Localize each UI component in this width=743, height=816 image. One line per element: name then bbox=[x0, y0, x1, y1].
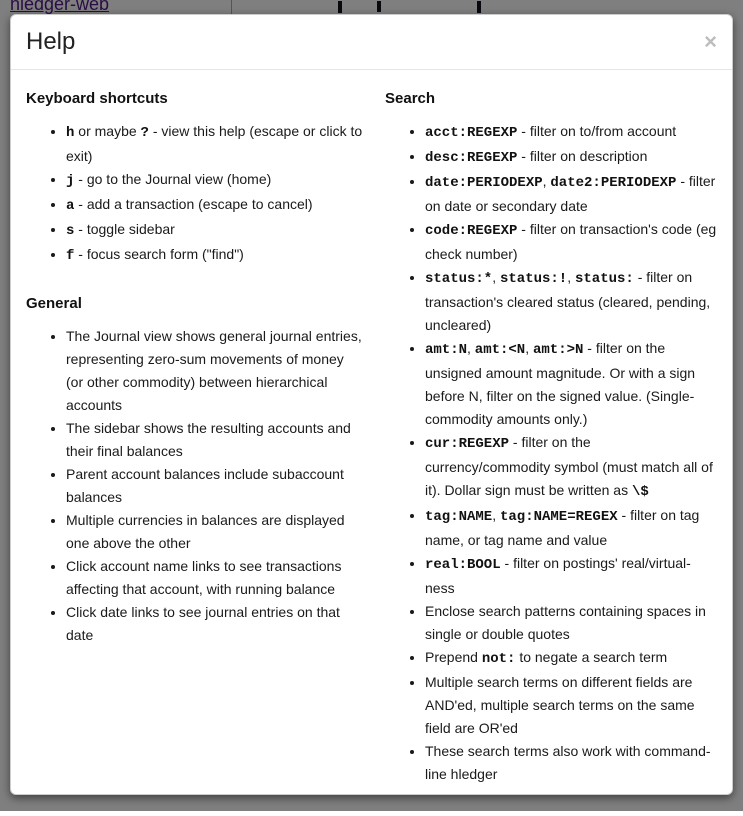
item-text: , bbox=[567, 269, 575, 285]
list-item bbox=[66, 417, 363, 463]
list-item bbox=[425, 552, 717, 600]
item-text: Parent account balances include subaccount balances bbox=[66, 466, 344, 505]
code-term: tag:NAME=REGEX bbox=[500, 509, 618, 525]
help-column bbox=[385, 90, 717, 796]
item-text: - add a transaction (escape to cancel) bbox=[74, 196, 313, 212]
item-text: , bbox=[492, 507, 500, 523]
code-term: f bbox=[66, 248, 75, 264]
item-text: - go to the Journal view (home) bbox=[74, 171, 272, 187]
list-item bbox=[66, 168, 363, 193]
item-text: , bbox=[492, 269, 500, 285]
list-item bbox=[66, 193, 363, 218]
code-term: \$ bbox=[631, 484, 649, 500]
section-list bbox=[26, 325, 363, 647]
code-term: status: bbox=[575, 271, 634, 287]
code-term: status:* bbox=[425, 271, 493, 287]
code-term: amt:N bbox=[425, 342, 468, 358]
list-item bbox=[425, 120, 717, 145]
item-text: - filter on date or secondary date bbox=[425, 173, 716, 214]
item-text: Click account name links to see transactions affecting that account, with running balance bbox=[66, 558, 342, 597]
list-item bbox=[66, 218, 363, 243]
item-text: The Journal view shows general journal entries, representing zero-sum movements of money (or other commodity) between hierarchical accounts bbox=[66, 328, 362, 413]
list-item bbox=[66, 325, 363, 417]
code-term: tag:NAME bbox=[425, 509, 493, 525]
section-list bbox=[26, 120, 363, 268]
item-text: - filter on description bbox=[517, 148, 648, 164]
code-term: real:BOOL bbox=[425, 557, 501, 573]
code-term: a bbox=[66, 198, 75, 214]
list-item bbox=[66, 555, 363, 601]
help-column bbox=[26, 90, 385, 796]
section-heading: Search bbox=[385, 90, 436, 107]
code-term: code:REGEXP bbox=[425, 223, 518, 239]
list-item bbox=[425, 218, 717, 266]
item-text: , bbox=[525, 340, 533, 356]
list-item bbox=[66, 509, 363, 555]
list-item bbox=[425, 671, 717, 740]
item-text: - view this help (escape or click to exit) bbox=[66, 123, 363, 164]
list-item bbox=[66, 601, 363, 647]
code-term: status:! bbox=[500, 271, 568, 287]
list-item bbox=[425, 646, 717, 671]
item-text: - filter on the currency/commodity symbol (must match all of it). Dollar sign must be written as bbox=[425, 434, 713, 498]
close-icon[interactable]: × bbox=[704, 29, 717, 54]
section-list bbox=[385, 120, 717, 786]
code-term: not: bbox=[481, 651, 516, 667]
item-text: - toggle sidebar bbox=[74, 221, 175, 237]
modal-header bbox=[11, 15, 732, 70]
item-text: , bbox=[467, 340, 475, 356]
item-text: Enclose search patterns containing spaces in single or double quotes bbox=[425, 603, 706, 642]
code-term: amt:>N bbox=[533, 342, 584, 358]
section-heading: General bbox=[26, 295, 82, 312]
code-term: amt:<N bbox=[474, 342, 526, 358]
code-term: acct:REGEXP bbox=[425, 125, 518, 141]
list-item bbox=[66, 463, 363, 509]
code-term: s bbox=[66, 223, 75, 239]
list-item bbox=[425, 600, 717, 646]
item-text: - filter on postings' real/virtual-ness bbox=[425, 555, 691, 596]
item-text: These search terms also work with command-line hledger bbox=[425, 743, 711, 782]
list-item bbox=[425, 170, 717, 218]
item-text: - filter on transaction's cleared status (cleared, pending, uncleared) bbox=[425, 269, 711, 333]
code-term: j bbox=[66, 173, 75, 189]
item-text: Multiple search terms on different fields are AND'ed, multiple search terms on the same field are OR'ed bbox=[425, 674, 695, 736]
item-text: Click date links to see journal entries on that date bbox=[66, 604, 340, 643]
list-item bbox=[66, 243, 363, 268]
item-text: Multiple currencies in balances are displayed one above the other bbox=[66, 512, 345, 551]
item-text: - filter on transaction's code (eg check number) bbox=[425, 221, 717, 262]
section-heading: Keyboard shortcuts bbox=[26, 90, 168, 107]
item-text: , bbox=[542, 173, 551, 189]
help-columns bbox=[11, 70, 732, 816]
code-term: h bbox=[66, 125, 75, 141]
item-text: Prepend bbox=[425, 649, 482, 665]
code-term: date:PERIODEXP bbox=[425, 175, 543, 191]
list-item bbox=[425, 145, 717, 170]
list-item bbox=[66, 120, 363, 168]
code-term: cur:REGEXP bbox=[425, 436, 510, 452]
item-text: - focus search form ("find") bbox=[74, 246, 244, 262]
item-text: to negate a search term bbox=[515, 649, 668, 665]
list-item bbox=[425, 431, 717, 504]
modal-title: Help bbox=[26, 28, 76, 55]
item-text: - filter on tag name, or tag name and value bbox=[425, 507, 700, 548]
item-text: - filter on to/from account bbox=[517, 123, 677, 139]
item-text: or maybe bbox=[74, 123, 141, 139]
code-term: date2:PERIODEXP bbox=[550, 175, 677, 191]
list-item bbox=[425, 740, 717, 786]
item-text: - filter on the unsigned amount magnitude. Or with a sign before N, filter on the signed value. (Single-commodity amounts only.) bbox=[425, 340, 696, 427]
code-term: desc:REGEXP bbox=[425, 150, 518, 166]
list-item bbox=[425, 337, 717, 431]
code-term: ? bbox=[140, 125, 149, 141]
help-modal bbox=[10, 14, 733, 795]
list-item bbox=[425, 504, 717, 552]
list-item bbox=[425, 266, 717, 337]
item-text: The sidebar shows the resulting accounts and their final balances bbox=[66, 420, 351, 459]
